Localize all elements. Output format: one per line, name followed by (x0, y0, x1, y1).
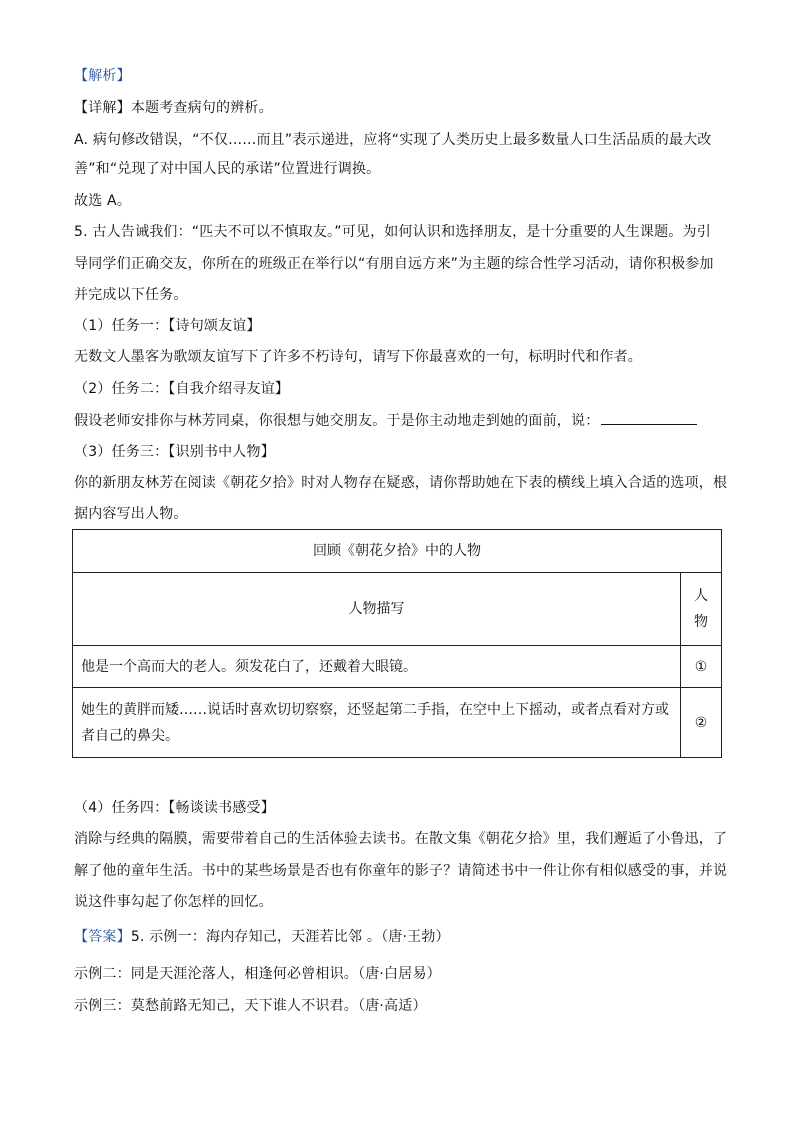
table-row-description (73, 688, 681, 758)
table-header-person-char-1: 人 (694, 588, 708, 604)
task3-body-2: 据内容写出人物。 (74, 506, 188, 522)
task2-body-line (74, 410, 697, 431)
task1-body: 无数文人墨客为歌颂友谊写下了许多不朽诗句，请写下你最喜欢的一句，标明时代和作者。 (74, 349, 642, 365)
table-header-description: 人物描写 (73, 573, 681, 646)
answer-blank[interactable] (601, 410, 697, 425)
table-row-mark: ① (681, 646, 722, 688)
answer-tag: 【答案】 (74, 929, 131, 945)
task1-title: （1）任务一：【诗句颂友谊】 (74, 318, 261, 334)
table-row (73, 646, 722, 688)
table-header-person (681, 573, 722, 646)
question5-line-2: 导同学们正确交友，你所在的班级正在举行以“有朋自远方来”为主题的综合性学习活动，请你积极参加 (74, 256, 714, 272)
analysis-line-1: A. 病句修改错误，“不仅……而且”表示递进，应将“实现了人类历史上最多数量人口生活品质的最大改 (74, 132, 712, 148)
table-row-description-line-2: 者自己的鼻尖。 (81, 727, 179, 744)
question5-line-3: 并完成以下任务。 (74, 287, 188, 303)
task3-body-1: 你的新朋友林芳在阅读《朝花夕拾》时对人物存在疑惑，请你帮助她在下表的横线上填入合适的选项，根 (74, 475, 728, 491)
detail-line (74, 98, 273, 118)
answer-line-1 (74, 927, 450, 947)
task4-body-3: 说这件事勾起了你怎样的回忆。 (74, 894, 273, 910)
detail-tag: 【详解】 (74, 100, 131, 116)
table-caption: 回顾《朝花夕拾》中的人物 (73, 530, 722, 573)
task2-title: （2）任务二：【自我介绍寻友谊】 (74, 381, 290, 397)
jiexi-heading (74, 66, 131, 86)
jiexi-tag: 【解析】 (74, 68, 131, 84)
table-header-person-char-2: 物 (694, 614, 708, 630)
table-row-mark: ② (681, 688, 722, 758)
question5-line-1: 5. 古人告诫我们：“匹夫不可以不慎取友。”可见，如何认识和选择朋友，是十分重要的人生课题。为引 (74, 224, 711, 240)
task2-body: 假设老师安排你与林芳同桌，你很想与她交朋友。于是你主动地走到她的面前，说： (74, 413, 600, 429)
task3-title: （3）任务三：【识别书中人物】 (74, 444, 275, 460)
table-row-description-line-1: 她生的黄胖而矮……说话时喜欢切切察察，还竖起第二手指，在空中上下摇动，或者点看对方或 (81, 701, 669, 718)
answer-example-2: 示例二：同是天涯沦落人，相逢何必曾相识。（唐·白居易） (74, 966, 441, 982)
task4-title: （4）任务四：【畅谈读书感受】 (74, 800, 275, 816)
task4-body-1: 消除与经典的隔膜，需要带着自己的生活体验去读书。在散文集《朝花夕拾》里，我们邂逅了小鲁迅，了 (74, 831, 728, 847)
table-row-description: 他是一个高而大的老人。须发花白了，还戴着大眼镜。 (73, 646, 681, 688)
detail-text: 本题考查病句的辨析。 (130, 100, 273, 116)
answer-example-3: 示例三：莫愁前路无知己，天下谁人不识君。（唐·高适） (74, 998, 427, 1014)
analysis-choice: 故选 A。 (74, 193, 132, 209)
task4-body-2: 解了他的童年生活。书中的某些场景是否也有你童年的影子？请简述书中一件让你有相似感受的事，并说 (74, 863, 728, 879)
table-row (73, 688, 722, 758)
answer-example-1: 5. 示例一：海内存知己，天涯若比邻 。（唐·王勃） (130, 929, 450, 945)
characters-table (72, 529, 722, 758)
analysis-line-2: 善”和“兑现了对中国人民的承诺”位置进行调换。 (74, 161, 381, 177)
